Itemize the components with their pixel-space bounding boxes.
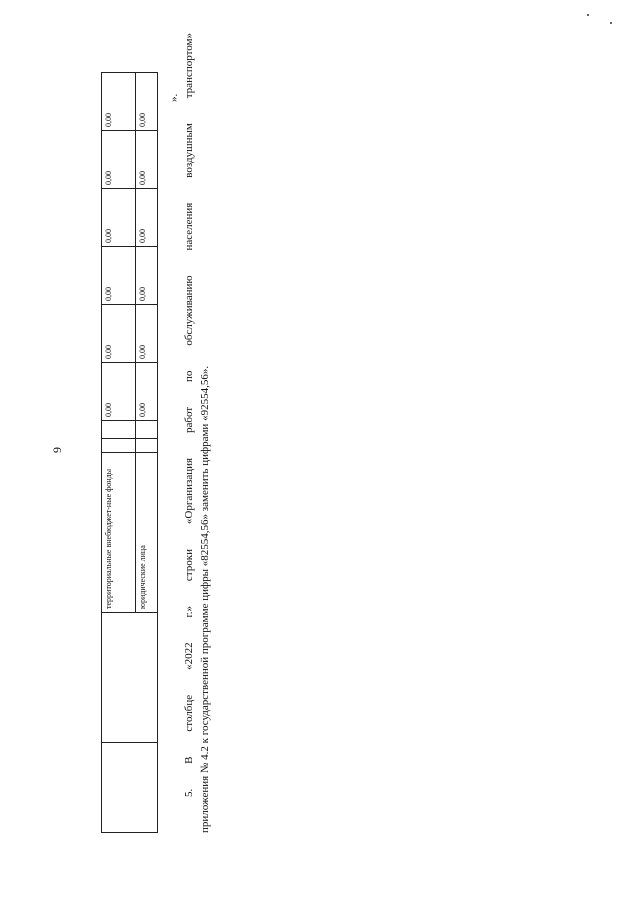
page-number: 9: [50, 447, 64, 453]
value-cell: 0,00: [136, 247, 158, 305]
row-label: территориальные внебюджет-ные фонды: [102, 453, 136, 613]
empty-cell: [102, 439, 136, 453]
amendment-item: [181, 33, 213, 833]
value-cell: 0,00: [136, 305, 158, 363]
table-row: [102, 73, 136, 833]
value-cell: 0,00: [136, 131, 158, 189]
empty-cell: [102, 421, 136, 439]
funding-table: [101, 72, 158, 833]
value-cell: 0,00: [102, 305, 136, 363]
value-cell: 0,00: [102, 189, 136, 247]
empty-cell: [102, 613, 158, 743]
value-cell: 0,00: [102, 73, 136, 131]
closing-quote: ».: [168, 93, 180, 102]
empty-cell: [102, 743, 158, 833]
row-label: юридические лица: [136, 453, 158, 613]
amendment-line-2: приложения № 4.2 к государственной программе цифры «82554,56» заменить цифрами «92554,56».: [199, 365, 211, 833]
amendment-line-1: 5. В столбце «2022 г.» строки «Организация работ по обслуживанию населения воздушным транспортом»: [183, 33, 195, 797]
value-cell: 0,00: [102, 247, 136, 305]
value-cell: 0,00: [136, 73, 158, 131]
empty-cell: [136, 421, 158, 439]
value-cell: 0,00: [102, 363, 136, 421]
value-cell: 0,00: [136, 189, 158, 247]
empty-cell: [136, 439, 158, 453]
value-cell: 0,00: [136, 363, 158, 421]
value-cell: 0,00: [102, 131, 136, 189]
